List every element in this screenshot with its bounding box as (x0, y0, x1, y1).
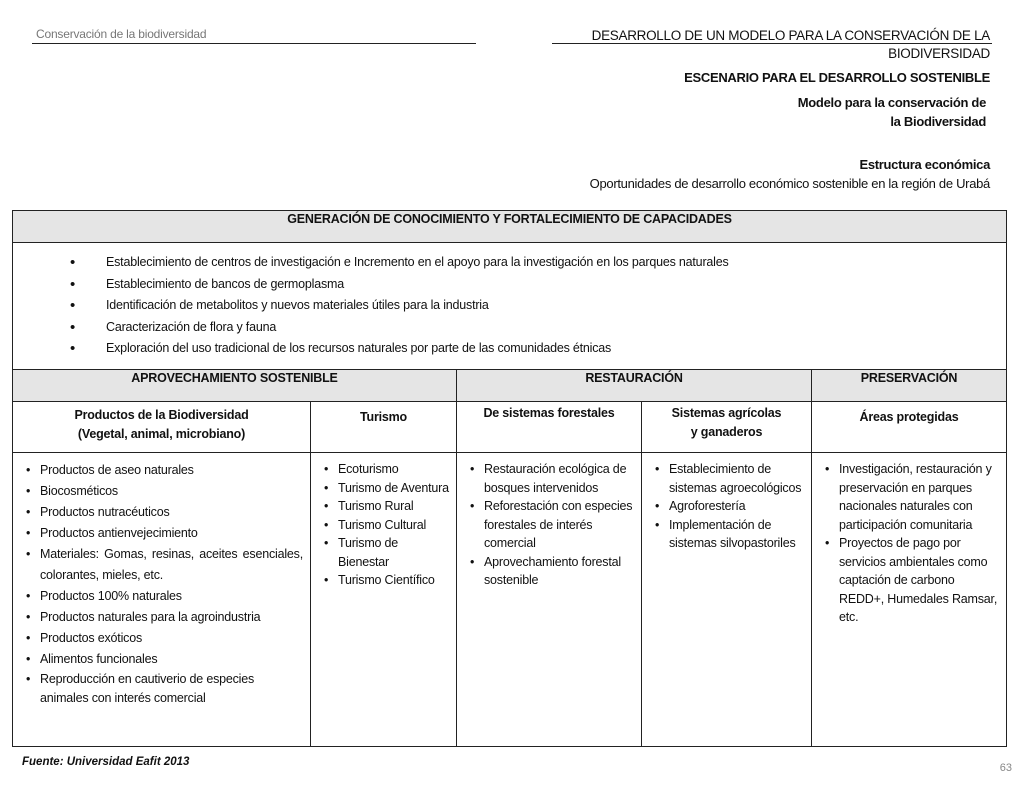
list-item: • Productos exóticos (40, 628, 303, 649)
areas-list (813, 460, 1005, 627)
page-number: 63 (999, 762, 1012, 774)
knowledge-section-header: GENERACIÓN DE CONOCIMIENTO Y FORTALECIMIENTO DE CAPACIDADES (13, 211, 1007, 243)
knowledge-list (14, 252, 1005, 360)
subheader-turismo: Turismo (311, 402, 457, 453)
list-item: • Productos naturales para la agroindustria (40, 607, 303, 628)
list-item: • Productos de aseo naturales (40, 460, 303, 481)
source-note: Fuente: Universidad Eafit 2013 (22, 756, 190, 768)
list-item: • Ecoturismo (338, 460, 449, 479)
header-title-line1: DESARROLLO DE UN MODELO PARA LA CONSERVACIÓN DE LA (591, 28, 990, 43)
list-item: • Turismo Cultural (338, 516, 449, 535)
subheader-productos-line2: (Vegetal, animal, microbiano) (77, 427, 246, 441)
list-item: • Implementación de sistemas silvopastoriles (669, 516, 804, 553)
list-item: • Productos 100% naturales (40, 586, 303, 607)
header-right-rule (552, 43, 992, 44)
subheader-productos-line1: Productos de la Biodiversidad (74, 408, 249, 422)
list-item: • Identificación de metabolitos y nuevos materiales útiles para la industria (106, 295, 1005, 317)
list-item: • Turismo Rural (338, 497, 449, 516)
opportunities-subtitle: Oportunidades de desarrollo económico sostenible en la región de Urabá (589, 176, 990, 191)
knowledge-section-body (13, 243, 1007, 370)
turismo-list (312, 460, 455, 590)
category-aprovechamiento: APROVECHAMIENTO SOSTENIBLE (13, 370, 457, 402)
header-section-title: Conservación de la biodiversidad (36, 27, 207, 41)
subheader-agricolas-line2: y ganaderos (690, 425, 763, 439)
list-item: • Alimentos funcionales (40, 649, 303, 670)
list-item: • Reforestación con especies forestales de interés comercial (484, 497, 634, 553)
list-item: • Turismo de Aventura (338, 479, 449, 498)
list-item: • Establecimiento de sistemas agroecológicos (669, 460, 804, 497)
structure-heading: Estructura económica (859, 157, 990, 172)
list-item: • Establecimiento de centros de investigación e Incremento en el apoyo para la investigación en los parques naturales (106, 252, 1005, 274)
productos-list (14, 460, 309, 707)
productos-cell (13, 453, 311, 747)
subheader-forestales: De sistemas forestales (457, 402, 642, 453)
list-item: • Proyectos de pago por servicios ambientales como captación de carbono REDD+, Humedales Ramsar, etc. (839, 534, 999, 627)
list-item: • Productos nutracéuticos (40, 502, 303, 523)
list-item: • Restauración ecológica de bosques intervenidos (484, 460, 634, 497)
economic-structure-table (12, 210, 1007, 747)
list-item: • Caracterización de flora y fauna (106, 317, 1005, 339)
header-left-rule (32, 43, 476, 44)
model-heading (686, 93, 986, 131)
turismo-cell (311, 453, 457, 747)
list-item: • Turismo Científico (338, 571, 449, 590)
list-item: • Reproducción en cautiverio de especies animales con interés comercial (40, 670, 303, 707)
subheader-productos (13, 402, 311, 453)
category-preservacion: PRESERVACIÓN (812, 370, 1007, 402)
list-item: • Turismo de Bienestar (338, 534, 449, 571)
category-restauracion: RESTAURACIÓN (457, 370, 812, 402)
list-item: • Agroforestería (669, 497, 804, 516)
list-item: • Productos antienvejecimiento (40, 523, 303, 544)
areas-cell (812, 453, 1007, 747)
subheader-agricolas (642, 402, 812, 453)
model-heading-line2: la Biodiversidad (890, 114, 986, 129)
list-item: • Biocosméticos (40, 481, 303, 502)
list-item: • Investigación, restauración y preservación en parques nacionales naturales con participación comunitaria (839, 460, 999, 534)
forestales-list (458, 460, 640, 590)
list-item: • Materiales: Gomas, resinas, aceites esenciales, colorantes, mieles, etc. (40, 544, 303, 586)
model-heading-line1: Modelo para la conservación de (797, 95, 986, 110)
subheader-areas: Áreas protegidas (812, 402, 1007, 453)
list-item: • Establecimiento de bancos de germoplasma (106, 274, 1005, 296)
list-item: • Exploración del uso tradicional de los recursos naturales por parte de las comunidades étnicas (106, 338, 1005, 360)
agricolas-list (643, 460, 810, 553)
agricolas-cell (642, 453, 812, 747)
subheader-agricolas-line1: Sistemas agrícolas (671, 406, 782, 420)
forestales-cell (457, 453, 642, 747)
scenario-heading: ESCENARIO PARA EL DESARROLLO SOSTENIBLE (684, 70, 990, 85)
header-title-line2: BIODIVERSIDAD (888, 46, 990, 61)
header-document-title (550, 27, 990, 63)
list-item: • Aprovechamiento forestal sostenible (484, 553, 634, 590)
